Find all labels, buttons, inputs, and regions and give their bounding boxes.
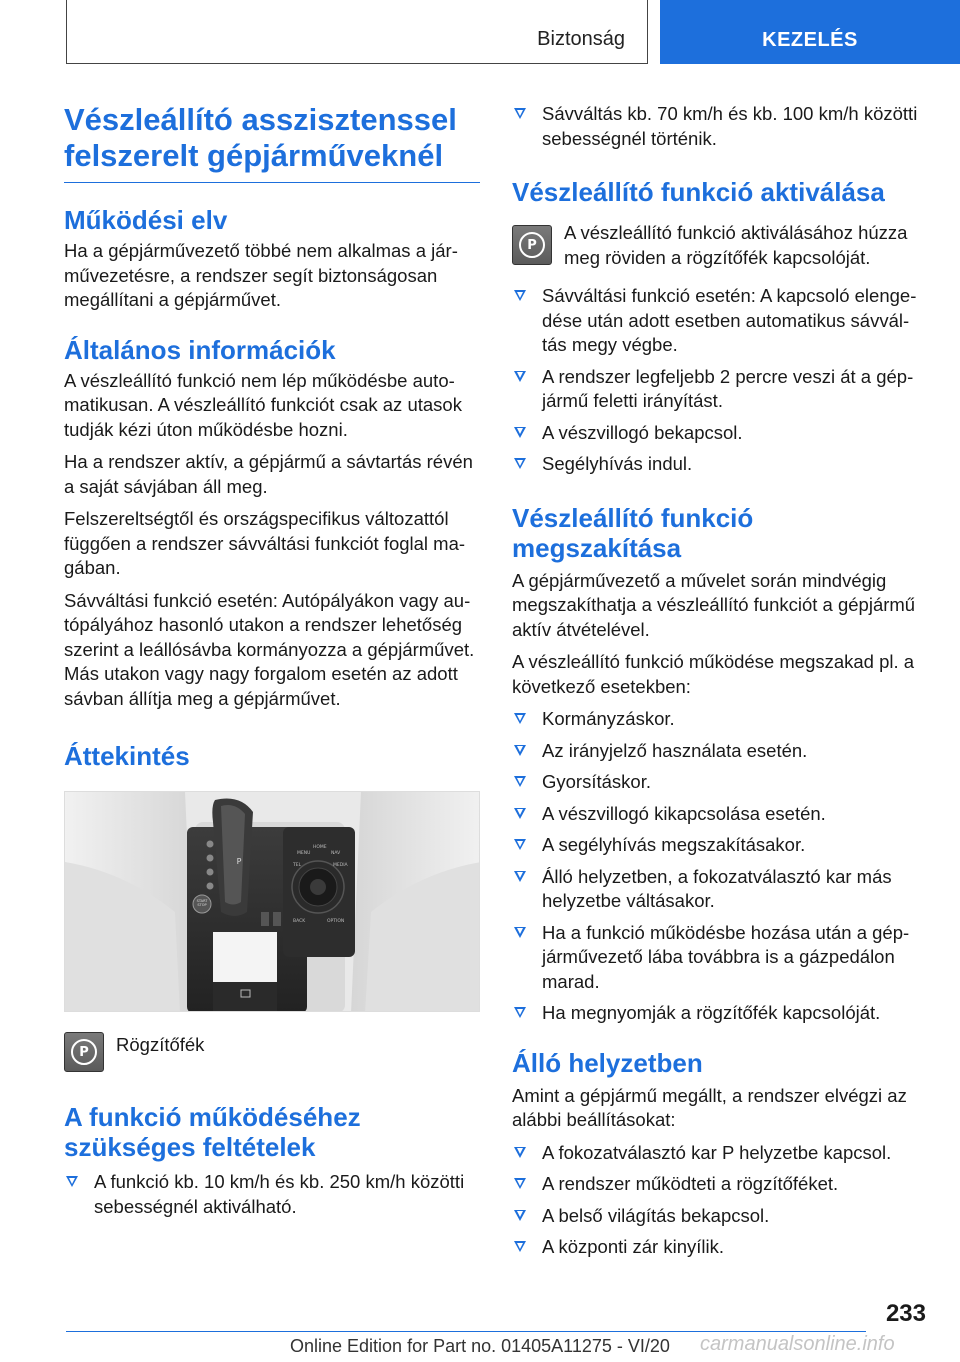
list-item-text: Kormányzáskor. (542, 708, 675, 729)
list-item (512, 452, 926, 477)
paragraph: A vészleállító funkció működése megszakad pl. a következő esetekben: (512, 651, 915, 697)
triangle-down-icon (514, 371, 526, 382)
conditions-list (64, 1170, 480, 1219)
parking-brake-letter: P (71, 1039, 97, 1065)
list-item (512, 707, 926, 732)
triangle-down-icon (514, 745, 526, 756)
paragraph: Sávváltási funkció esetén: Autópályákon vagy autópályához hasonló utakon a rendszer lehetőség szerint a leállósávba kormányozza a gépjárművet. Más utakon vagy nagy forgalom esetén az adott sávban állítja meg a gépjárművet. (64, 589, 475, 709)
triangle-down-icon (514, 290, 526, 301)
triangle-down-icon (514, 1178, 526, 1189)
paragraph: Ha a gépjárművezető többé nem alkalmas a járművezetésre, a rendszer segít biztonságosan megállítani a gépjárművet. (64, 240, 458, 310)
footer-divider (66, 1331, 866, 1332)
paragraph: A gépjárművezető a művelet során mindvégig megszakíthatja a vészleállító funkciót a gépjármű aktív átvételével. (512, 569, 916, 640)
list-item (512, 365, 926, 414)
triangle-down-icon (514, 839, 526, 850)
list-item-text: Az irányjelző használata esetén. (542, 739, 808, 761)
center-console-illustration (65, 792, 480, 1012)
section-heading-overview: Áttekintés (64, 741, 190, 771)
triangle-down-icon (514, 1241, 526, 1252)
section-heading-conditions: A funkció működéséhez szükséges feltételek (64, 1102, 361, 1162)
interruption-list (512, 707, 926, 1026)
list-item-text: A központi zár kinyílik. (542, 1236, 724, 1257)
brake-caption-row (64, 1032, 480, 1072)
list-item (512, 1235, 926, 1260)
list-item-text: A vészvillogó bekapcsol. (542, 421, 743, 443)
list-item (512, 1204, 926, 1229)
parking-brake-icon (64, 1032, 104, 1072)
paragraph: Felszereltségtől és országspecifikus változattól függően a rendszer sávváltási funkciót foglal magában. (64, 508, 466, 578)
triangle-down-icon (514, 713, 526, 724)
page-title: Vészleállító asszisztenssel felszerelt gépjárműveknél (64, 102, 457, 173)
parking-brake-icon (512, 225, 552, 265)
photo-label-menu: MENU (297, 851, 311, 856)
title-divider (64, 182, 480, 183)
list-item-text: Álló helyzetben, a fokozatválasztó kar más helyzetbe váltásakor. (542, 865, 892, 911)
triangle-down-icon (514, 1210, 526, 1221)
activation-list (512, 284, 926, 477)
list-item (64, 1170, 480, 1219)
photo-label-option: OPTION (327, 919, 345, 924)
triangle-down-icon (514, 776, 526, 787)
svg-text:START: START (196, 899, 208, 903)
list-item (512, 802, 926, 827)
list-item-text: Ha a funkció működésbe hozása után a gépjárművezető lába továbbra is a gázpedálon marad. (542, 921, 910, 992)
list-item-text: A belső világítás bekapcsol. (542, 1204, 770, 1226)
photo-label-back: BACK (293, 919, 306, 924)
paragraph: Ha a rendszer aktív, a gépjármű a sávtartás révén a saját sávjában áll meg. (64, 451, 473, 497)
standstill-list (512, 1141, 926, 1260)
list-item (512, 921, 926, 995)
list-item-text: A rendszer működteti a rögzítőféket. (542, 1173, 839, 1194)
list-item-text: A funkció kb. 10 km/h és kb. 250 km/h közötti sebességnél aktiválható. (94, 1171, 465, 1217)
list-item (512, 421, 926, 446)
list-item-text: Sávváltás kb. 70 km/h és kb. 100 km/h közötti sebességnél történik. (542, 103, 918, 149)
list-item-text: A segélyhívás megszakításakor. (542, 834, 806, 855)
header-chapter-tab (660, 0, 960, 64)
center-console-photo (64, 791, 480, 1012)
list-item (512, 1001, 926, 1026)
list-item (512, 739, 926, 764)
watermark: carmanualsonline.info (700, 1333, 895, 1355)
header-section-title: Biztonság (537, 28, 625, 50)
list-item (512, 284, 926, 358)
list-item (512, 865, 926, 914)
activation-icon-row (512, 221, 926, 270)
list-item-text: A vészvillogó kikapcsolása esetén. (542, 802, 826, 824)
list-item-text: Ha megnyomják a rögzítőfék kapcsolóját. (542, 1002, 881, 1023)
header-section-box (66, 0, 648, 64)
triangle-down-icon (514, 427, 526, 438)
gear-p-label: P (236, 857, 242, 866)
list-item-text: Sávváltási funkció esetén: A kapcsoló elengedése után adott esetben automatikus sávváltás megy végbe. (542, 285, 917, 355)
section-heading-interruption: Vészleállító funkció megszakítása (512, 502, 754, 563)
lane-change-list (512, 102, 926, 151)
triangle-down-icon (514, 1147, 526, 1158)
triangle-down-icon (514, 808, 526, 819)
list-item (512, 1141, 926, 1166)
section-heading-operating-principle: Működési elv (64, 205, 228, 235)
photo-label-home: HOME (313, 845, 327, 850)
list-item (512, 102, 926, 151)
list-item (512, 833, 926, 858)
page-number: 233 (885, 1300, 926, 1327)
brake-caption: Rögzítőfék (116, 1034, 205, 1055)
section-heading-general-information: Általános információk (64, 334, 336, 365)
photo-label-tel: TEL (293, 863, 302, 868)
triangle-down-icon (514, 927, 526, 938)
section-heading-standstill: Álló helyzetben (512, 1047, 703, 1078)
triangle-down-icon (514, 458, 526, 469)
triangle-down-icon (514, 1007, 526, 1018)
paragraph: Amint a gépjármű megállt, a rendszer elvégzi az alábbi beállításokat: (512, 1084, 907, 1130)
list-item-text: Gyorsításkor. (542, 771, 651, 792)
header-chapter-title: KEZELÉS (762, 29, 858, 51)
svg-text:STOP: STOP (197, 903, 207, 907)
activation-instruction: A vészleállító funkció aktiválásához húzza meg röviden a rögzítőfék kapcsolóját. (564, 222, 908, 268)
list-item (512, 1172, 926, 1197)
paragraph: A vészleállító funkció nem lép működésbe automatikusan. A vészleállító funkciót csak az utasok tudják kézi úton működésbe hozni. (64, 369, 462, 440)
list-item-text: A fokozatválasztó kar P helyzetbe kapcsol. (542, 1141, 892, 1163)
triangle-down-icon (514, 871, 526, 882)
list-item (512, 770, 926, 795)
photo-label-nav: NAV (331, 851, 341, 856)
triangle-down-icon (514, 108, 526, 119)
footer-edition: Online Edition for Part no. 01405A11275 - VI/20 (290, 1336, 670, 1356)
right-column (512, 102, 926, 1260)
triangle-down-icon (66, 1176, 78, 1187)
left-column (64, 102, 480, 1219)
section-heading-activation: Vészleállító funkció aktiválása (512, 177, 885, 207)
list-item-text: Segélyhívás indul. (542, 453, 693, 474)
list-item-text: A rendszer legfeljebb 2 percre veszi át a gépjármű feletti irányítást. (542, 365, 914, 411)
photo-label-media: MEDIA (333, 863, 348, 868)
parking-brake-letter: P (519, 232, 545, 258)
